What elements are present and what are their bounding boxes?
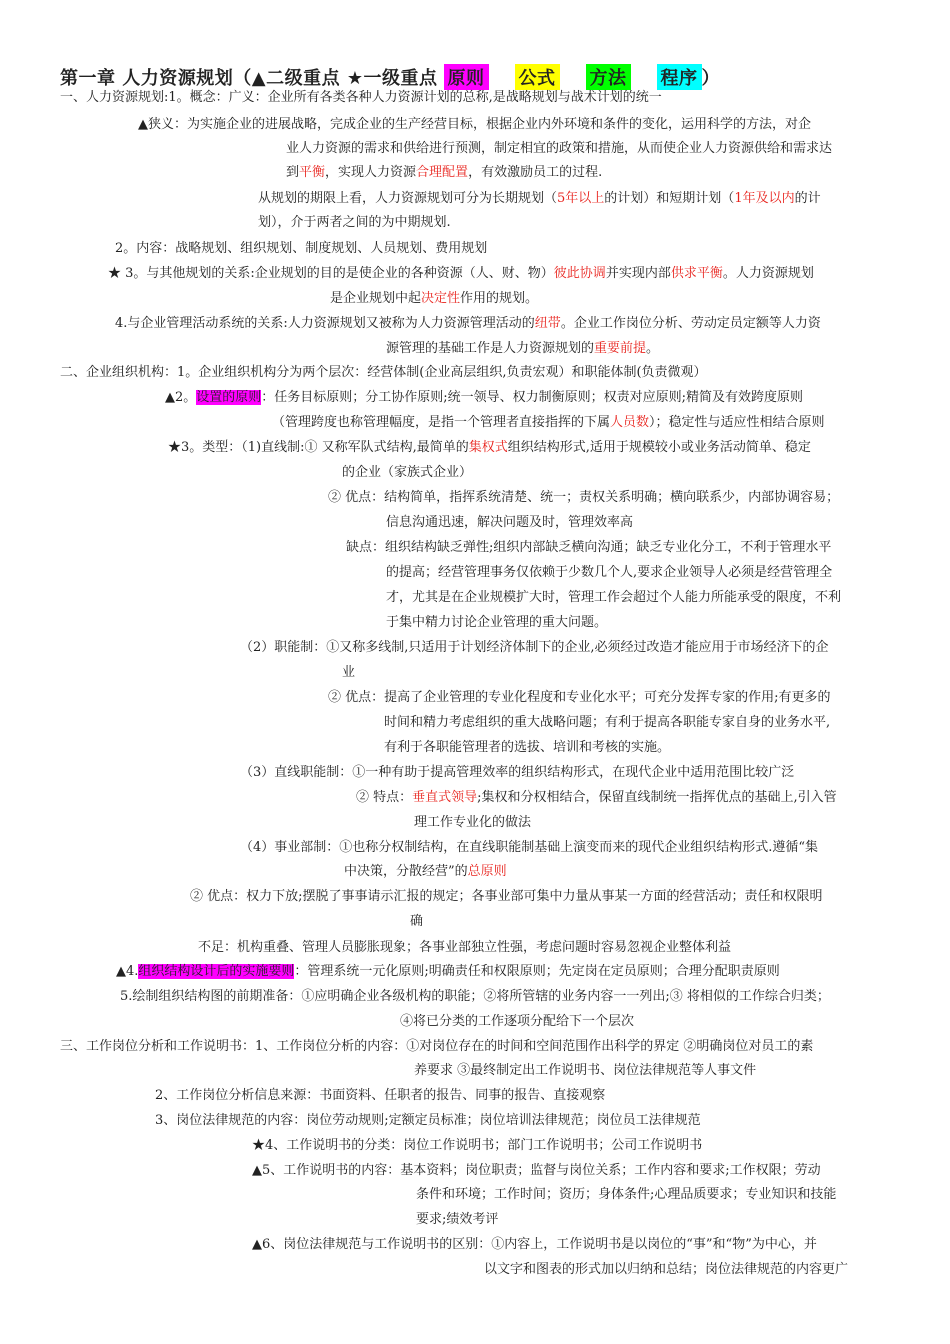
legend-tag-formula: 公式	[515, 64, 560, 90]
legend-tag-method: 方法	[586, 64, 631, 90]
legend-tag-principle: 原则	[444, 64, 489, 90]
text-run: 组织结构形式,适用于规模较小或业务活动简单、稳定	[507, 440, 811, 455]
line-structure-disadvantages-1: 缺点：组织结构缺乏弹性;组织内部缺乏横向沟通；缺乏专业化分工，不利于管理水平	[346, 540, 832, 555]
text-run: ：任务目标原则；分工协作原则;统一领导、权力制衡原则；权责对应原则;精简及有效跨度原则	[261, 390, 804, 405]
text-run: 源管理的基础工作是人力资源规划的	[386, 341, 595, 356]
text-run: ② 特点：	[356, 790, 413, 805]
key-term: 集权式	[468, 440, 508, 455]
functional-structure-line-2: 业	[342, 665, 356, 680]
text-run: 中决策，分散经营”的	[344, 864, 468, 879]
line-structure-disadvantages-2: 的提高；经营管理事务仅依赖于少数几个人,要求企业领导人必须是经营管理全	[386, 565, 833, 580]
text-run: ▲4.	[116, 964, 139, 979]
key-term: 合理配置	[416, 165, 469, 180]
narrow-definition-line-2: 业人力资源的需求和供给进行预测，制定相宜的政策和措施，从而使企业人力资源供给和需求达	[286, 141, 833, 156]
chapter-title-text: 第一章 人力资源规划（▲二级重点 ★一级重点	[60, 68, 438, 89]
text-run: 作用的规划。	[460, 291, 539, 306]
job-description-content-2: 条件和环境；工作时间；资历；身体条件;心理品质要求；专业知识和技能	[416, 1187, 837, 1202]
job-description-types: ★4、工作说明书的分类：岗位工作说明书；部门工作说明书；公司工作说明书	[252, 1138, 703, 1153]
text-run: 的计	[794, 191, 821, 206]
divisional-structure-line-1: （4）事业部制：①也称分权制结构，在直线职能制基础上演变而来的现代企业组织结构形式.遵循“集	[240, 840, 819, 855]
line-structure-disadvantages-3: 才，尤其是在企业规模扩大时，管理工作会超过个人能力所能承受的限度，不利	[386, 590, 842, 605]
job-description-content-1: ▲5、工作说明书的内容：基本资料；岗位职责；监督与岗位关系；工作内容和要求;工作权限；劳动	[252, 1163, 821, 1178]
content-item: 2。内容：战略规划、组织规划、制度规划、人员规划、费用规划	[115, 241, 488, 256]
section-1-concept-broad: 一、人力资源规划:1。概念：广义：企业所有各类各种人力资源计划的总称,是战略规划与战术计划的统一	[60, 90, 662, 105]
key-term: 供求平衡	[670, 266, 723, 281]
text-run: ，实现人力资源	[325, 165, 417, 180]
key-term: 平衡	[299, 165, 326, 180]
text-run: 的计划）和短期计划（	[604, 191, 735, 206]
text-run: ;集权和分权相结合，保留直线制统一指挥优点的基础上,引入管	[477, 790, 837, 805]
norm-vs-description-1: ▲6、岗位法律规范与工作说明书的区别：①内容上，工作说明书是以岗位的“事”和“物”为中心，并	[252, 1237, 817, 1252]
text-run: 4.与企业管理活动系统的关系:人力资源规划又被称为人力资源管理活动的	[115, 316, 535, 331]
text-run: 。企业工作岗位分析、劳动定员定额等人力资	[560, 316, 821, 331]
key-term: 1年及以内	[734, 191, 795, 206]
text-run: ★ 3。与其他规划的关系:企业规划的目的是使企业的各种资源（人、财、物）	[108, 266, 554, 281]
org-chart-preparation-2: ④将已分类的工作逐项分配给下一个层次	[400, 1014, 635, 1029]
section-3-heading-line-1: 三、工作岗位分析和工作说明书：1、工作岗位分析的内容：①对岗位存在的时间和空间范围作出科学的界定 ②明确岗位对员工的素	[60, 1039, 814, 1054]
legend-tag-procedure: 程序	[657, 64, 702, 90]
chapter-title-close: ）	[701, 68, 721, 89]
text-run: ★3。类型：（1)直线制:① 又称军队式结构,最简单的	[168, 440, 469, 455]
design-principles-line-2	[272, 411, 825, 435]
text-run: 到	[286, 165, 300, 180]
job-norm-content: 3、岗位法律规范的内容：岗位劳动规则;定额定员标准；岗位培训法律规范；岗位员工法律规范	[155, 1113, 701, 1128]
narrow-definition-line-3	[286, 161, 602, 185]
highlighted-term: 组织结构设计后的实施要则	[138, 964, 295, 979]
section-3-heading-line-2: 养要求 ③最终制定出工作说明书、岗位法律规范等人事文件	[414, 1063, 757, 1078]
functional-advantages-3: 有利于各职能管理者的选拔、培训和考核的实施。	[384, 740, 671, 755]
norm-vs-description-2: 以文字和图表的形式加以归纳和总结；岗位法律规范的内容更广	[484, 1262, 849, 1277]
text-run: ：管理系统一元化原则;明确责任和权限原则；先定岗在定员原则；合理分配职责原则	[294, 964, 780, 979]
functional-structure-line-1: （2）职能制：①又称多线制,只适用于计划经济体制下的企业,必须经过改造才能应用于市场经济下的企	[240, 640, 829, 655]
text-run: ▲2。	[165, 390, 197, 405]
line-functional-structure: （3）直线职能制：①一种有助于提高管理效率的组织结构形式，在现代企业中适用范围比较广泛	[240, 765, 795, 780]
key-term: 人员数	[610, 415, 650, 430]
relation-other-plans-line-1	[108, 262, 814, 286]
text-run: 从规划的期限上看，人力资源规划可分为长期规划（	[258, 191, 558, 206]
relation-management-line-1	[115, 312, 821, 336]
text-run: ）；稳定性与适应性相结合原则	[649, 415, 825, 430]
text-run: 。	[646, 341, 660, 356]
functional-advantages-1: ② 优点：提高了企业管理的专业化程度和专业化水平；可充分发挥专家的作用;有更多的	[328, 690, 831, 705]
functional-advantages-2: 时间和精力考虑组织的重大战略问题；有利于提高各职能专家自身的业务水平,	[384, 715, 831, 730]
divisional-advantages-1: ② 优点：权力下放;摆脱了事事请示汇报的规定；各事业部可集中力量从事某一方面的经营活动；责任和权限明	[190, 889, 823, 904]
key-term: 纽带	[534, 316, 561, 331]
planning-period-line-2: 划），介于两者之间的为中期规划.	[258, 215, 451, 230]
relation-management-line-2	[386, 337, 659, 361]
structure-types-line-2: 的企业（家族式企业）	[342, 465, 473, 480]
key-term: 重要前提	[594, 341, 647, 356]
line-structure-advantages-2: 信息沟通迅速，解决问题及时，管理效率高	[386, 515, 634, 530]
relation-other-plans-line-2	[330, 287, 538, 311]
design-principles-line-1	[165, 386, 803, 410]
section-2-heading: 二、企业组织机构：1。企业组织机构分为两个层次：经营体制(企业高层组织,负责宏观）和职能体制(负责微观）	[60, 365, 707, 380]
job-analysis-sources: 2、工作岗位分析信息来源：书面资料、任职者的报告、同事的报告、直接观察	[155, 1088, 606, 1103]
line-structure-advantages-1: ② 优点：结构简单，指挥系统清楚、统一；责权关系明确；横向联系少，内部协调容易；	[328, 490, 840, 505]
key-term: 垂直式领导	[412, 790, 478, 805]
key-term: 彼此协调	[553, 266, 606, 281]
narrow-definition-line-1: ▲狭义：为实施企业的进展战略，完成企业的生产经营目标，根据企业内外环境和条件的变化，运用科学的方法，对企	[138, 117, 811, 132]
divisional-structure-line-2	[344, 860, 507, 884]
text-run: ，有效激励员工的过程.	[468, 165, 603, 180]
implementation-principles	[116, 960, 780, 984]
line-structure-disadvantages-4: 于集中精力讨论企业管理的重大问题。	[386, 615, 608, 630]
line-functional-features-2: 理工作专业化的做法	[414, 815, 532, 830]
text-run: 并实现内部	[605, 266, 671, 281]
line-functional-features-1	[356, 786, 837, 810]
divisional-advantages-2: 确	[410, 914, 424, 929]
org-chart-preparation-1: 5.绘制组织结构图的前期准备：①应明确企业各级机构的职能；②将所管辖的业务内容一一列出;③ 将相似的工作综合归类；	[120, 989, 830, 1004]
text-run: （管理跨度也称管理幅度，是指一个管理者直接指挥的下属	[272, 415, 611, 430]
text-run: 。人力资源规划	[722, 266, 814, 281]
key-term: 总原则	[467, 864, 507, 879]
planning-period-line-1	[258, 187, 821, 211]
structure-types-line-1	[168, 436, 811, 460]
key-term: 决定性	[421, 291, 461, 306]
text-run: 是企业规划中起	[330, 291, 422, 306]
key-term: 5年以上	[557, 191, 605, 206]
divisional-disadvantages: 不足：机构重叠、管理人员膨胀现象；各事业部独立性强，考虑问题时容易忽视企业整体利益	[198, 940, 732, 955]
job-description-content-3: 要求;绩效考评	[416, 1212, 499, 1227]
highlighted-term: 设置的原则	[196, 390, 262, 405]
